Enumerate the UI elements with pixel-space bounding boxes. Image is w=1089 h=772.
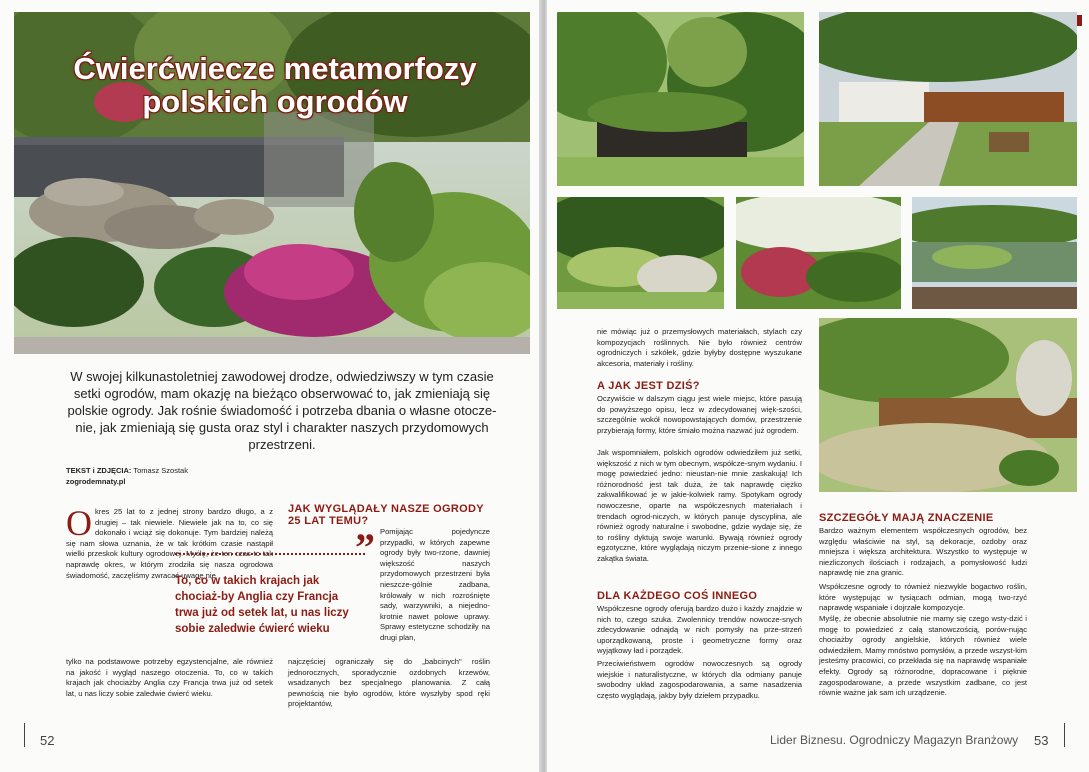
text-natural-gardens: Przeciwieństwem ogrodów nowoczesnych są ogrody wiejskie i naturalistyczne, w których dla odmiany panuje swobodny układ zagospodarowania, a same nasadzenia często wyglądają, jakby były dziełem przypadku. [597,659,802,700]
coneflower-illustration [736,197,901,309]
credit-site: zogrodemnaty.pl [66,477,126,486]
heading-today: A JAK JEST DZIŚ? [597,380,700,392]
quote-mark: ” [355,525,375,570]
text-decorations: Bardzo ważnym elementem współczesnych ogrodów, bez względu właściwie na styl, są dekoracje, ozdoby oraz mniejsza i większa architektura. Wszystko to występuje w niezliczonych ilościach i rodzajach, a pomysłowość ludzi naprawdę nie zna granic. [819,526,1027,578]
left-page [0,0,543,772]
photo-terrace-path [819,12,1077,186]
photo-raised-bed [557,12,804,186]
text-variety: Jak wspomniałem, polskich ogrodów odwiedziłem już setki, większość z nich w tym obecnym, współcze-snym wydaniu. I mogę powiedzieć jedno: nieustan-nie mnie zaskakują! Ich różnorodność jest tak duża, że tak naprawdę ciężko zakwalifikować je w jakie-kolwiek ramy. Spotykam ogrody nowoczesne, oparte na współczesnych materiałach i trendach ogrod-niczych, w których panuje dyscyplina, ale również ogrody naturalne i swobodne, gdzie wydaje się, że to rośliny dyktują swoje warunki. Bywają również ogrody egzotyczne, które wyglądają niczym przenie-sione z innego zakątka świata. [597,448,802,563]
column-1-continued: tylko na podstawowe potrzeby egzystencjalne, ale również na jakość i wygląd naszego otoczenia. To, co w takich krajach jak chociażby Anglia czy Francja trwa już od setek lat, u nas liczy sobie zaledwie ćwierć wieku. [66,657,273,698]
drop-cap: O [66,503,92,543]
title-line-1: Ćwierćwiecze metamorfozy [73,51,477,86]
deck-illustration [819,318,1077,492]
column-1-text: kres 25 lat to z jednej strony bardzo długo, a z drugiej – tak niewiele. Niewiele jak na to, co się dokonało i wciąż się dokonuje. Tym bardziej należą się nam słowa uznania, że w tak krótkim czasie nastąpił wielki przeskok kultury ogrodowej. Myślę, że ten czas to tak naprawdę okres, w którym zrodziła się nasza ogrodowa świadomość, zaczęliśmy zwracać uwagę nie [66,507,273,580]
terrace-illustration [819,12,1077,186]
magazine-name: Lider Biznesu. Ogrodniczy Magazyn Branżowy [770,733,1019,747]
text-today: Oczywiście w dalszym ciągu jest wiele miejsc, które pasują do powyższego opisu, lecz w zdecydowanej więk-szości, szczególnie wokół nowopowstających domów, przestrzenie przybierają formy, które śmiało można nazwać już ogrodem. [597,394,802,435]
column-2-continued: najczęściej ograniczały się do „babcinych" roślin jednorocznych, sporadycznie ozdobnych krzewów, wsadzanych bez specjalnego planowania. Z całą pewnością nie było ogrodów, które wyszłyby spod ręki projektantów, [288,657,490,709]
text-modern-gardens: Współczesne ogrody oferują bardzo dużo i każdy znajdzie w nich to, czego szuka. Zwolennicy trendów nowocze-snych zdecydowanie odnajdą w nich pomysły na prze-strzeń uporządkowaną, proste i geometryczne formy oraz wyjątkowy ład i porządek. [597,604,802,656]
lead-paragraph: W swojej kilkunastoletniej zawodowej drodze, odwiedziwszy w tym czasie setki ogrodów, mam okazję na bieżąco obserwować to, jak zmieniają się polskie ogrody. Jak rośnie świadomość i potrzeba dbania o własne otocze-nie, jak zmieniają się gusta oraz styl i charakter naszych przydomowych przestrzeni. [67,369,497,452]
text-plants: Współczesne ogrody to również niezwykle bogactwo roślin, które występując w tysiącach odmian, mogą two-rzyć naprawdę wspaniałe i dojrzałe kompozycje. [819,582,1027,613]
article-title [40,52,510,118]
column-2: Pomijając pojedyncze przypadki, w których zapewne ogrody były two-rzone, dawniej większość naszych przydomowych przestrzeni była nieszcze-gólnie zadbana, królowały w nich rozrośnięte sady, warzywniki, a niejedno-krotnie nawet polowe uprawy. Sprawy estetyczne schodziły na drugi plan, [380,527,490,642]
credit-label: TEKST i ZDJĘCIA: [66,466,132,475]
right-page [547,0,1089,772]
intro-text: nie mówiąc już o przemysłowych materiałach, stylach czy kompozycjach roślinnych. Nie było również centrów ogrodniczych i szkółek, gdzie byłyby dostępne wyszukane akcesoria, materiały i rośliny. [597,327,802,368]
pond-illustration [912,197,1077,309]
photo-pond-deck [912,197,1077,309]
text-conclusion: Myślę, że obecnie absolutnie nie mamy się czego wsty-dzić i mogę to powiedzieć z całą stanowczością, porów-nując chociażby ogrody angielskie, których również wiele odwiedziłem. Mamy mnóstwo pomysłów, a przede wszyst-kim jesteśmy pracowici, co przekłada się na naprawdę wspaniałe efekty. Ogrody są różnorodne, dopracowane i pięknie zagospodarowane, a przede wszystkim zadbane, co jest równie ważne jak sam ich urządzenie. [819,614,1027,698]
photo-perennial-border [557,197,724,309]
heading-25-years-ago: JAK WYGLĄDAŁY NASZE OGRODY 25 LAT TEMU? [288,503,484,527]
folio-rule [1064,723,1065,747]
border-illustration [557,197,724,309]
title-line-2: polskich ogrodów [142,84,408,119]
folio-rule [24,723,25,747]
photo-deck-hanging-chair [819,318,1077,492]
credit-author: Tomasz Szostak [133,466,188,475]
page-number: 52 [40,733,55,748]
page-number: 53 [1034,733,1049,748]
author-credit [66,465,188,487]
pull-quote: To, co w takich krajach jak chociaż-by Anglia czy Francja trwa już od setek lat, u nas liczy sobie zaledwie ćwierć wieku [175,553,365,637]
raised-bed-illustration [557,12,804,186]
heading-for-everyone: DLA KAŻDEGO COŚ INNEGO [597,590,758,602]
heading-details: SZCZEGÓŁY MAJĄ ZNACZENIE [819,512,994,524]
photo-coneflowers [736,197,901,309]
